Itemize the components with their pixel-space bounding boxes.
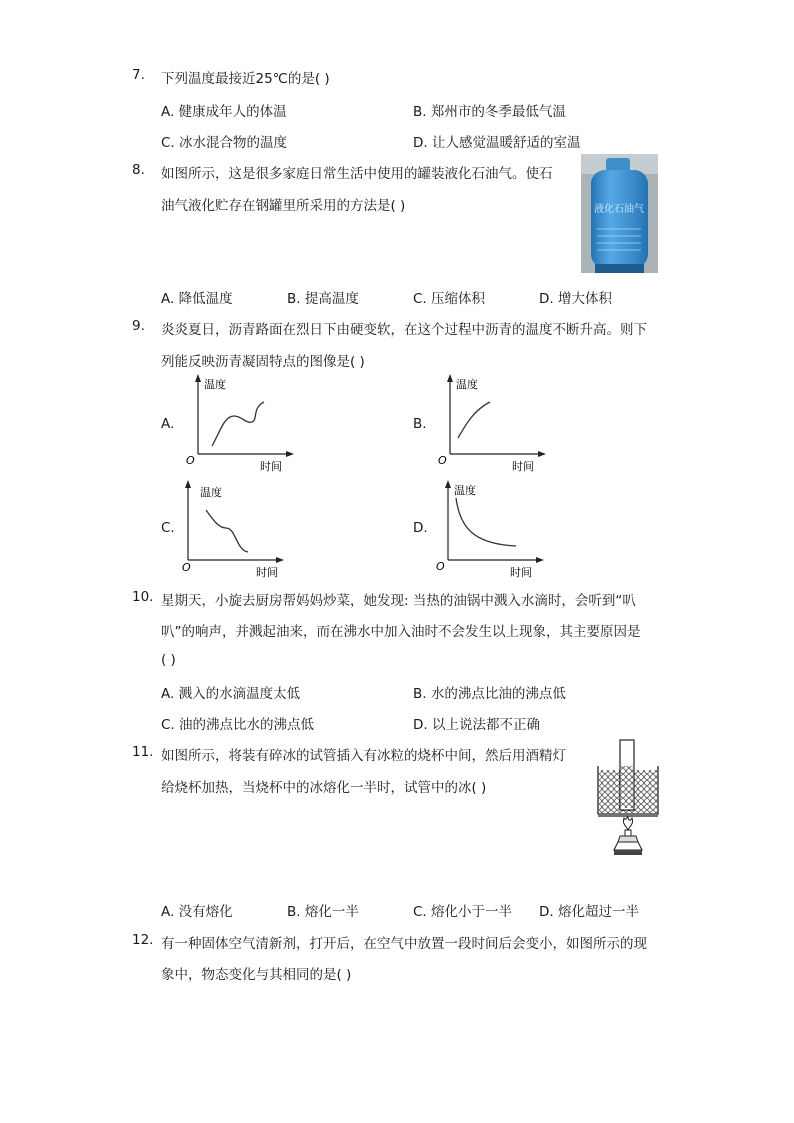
- graph-b: [432, 372, 552, 474]
- graph-c-origin: O: [182, 561, 191, 574]
- question-7-option-d: D. 让人感觉温暖舒适的室温: [413, 135, 581, 151]
- question-10-stem-line-3: ( ): [161, 652, 176, 668]
- graph-d-ylabel: 温度: [454, 484, 476, 497]
- question-9-number: 9.: [132, 318, 145, 334]
- question-8-number: 8.: [132, 162, 145, 178]
- question-7-option-a: A. 健康成年人的体温: [161, 104, 287, 120]
- question-8-stem-line-2: 油气液化贮存在钢罐里所采用的方法是( ): [161, 198, 406, 214]
- question-7-option-b: B. 郑州市的冬季最低气温: [413, 104, 566, 120]
- question-8-option-d: D. 增大体积: [539, 291, 612, 307]
- graph-b-xlabel: 时间: [512, 460, 534, 473]
- graph-a-label: A.: [161, 416, 175, 432]
- question-11-stem-line-1: 如图所示，将装有碎冰的试管插入有冰粒的烧杯中间，然后用酒精灯: [161, 748, 566, 764]
- question-11-option-b: B. 熔化一半: [287, 904, 359, 920]
- graph-d: [430, 478, 550, 580]
- graph-c-ylabel: 温度: [200, 486, 222, 499]
- graph-a-origin: O: [186, 454, 195, 467]
- question-11-option-a: A. 没有熔化: [161, 904, 233, 920]
- question-12-number: 12.: [132, 932, 154, 948]
- question-9-stem-line-2: 列能反映沥青凝固特点的图像是( ): [161, 354, 365, 370]
- question-11-stem-line-2: 给烧杯加热，当烧杯中的冰熔化一半时，试管中的冰( ): [161, 780, 487, 796]
- graph-c-label: C.: [161, 520, 175, 536]
- graph-d-xlabel: 时间: [510, 566, 532, 579]
- graph-a-xlabel: 时间: [260, 460, 282, 473]
- question-7-number: 7.: [132, 67, 145, 83]
- question-12-stem-line-1: 有一种固体空气清新剂，打开后，在空气中放置一段时间后会变小，如图所示的现: [161, 936, 647, 952]
- beaker-test-tube-diagram: [596, 738, 660, 860]
- gas-cylinder-photo: [581, 154, 658, 273]
- question-8-stem-line-1: 如图所示，这是很多家庭日常生活中使用的罐装液化石油气。使石: [161, 166, 553, 182]
- question-9-stem-line-1: 炎炎夏日，沥青路面在烈日下由硬变软，在这个过程中沥青的温度不断升高。则下: [161, 322, 647, 338]
- graph-a: [180, 372, 300, 474]
- question-8-option-a: A. 降低温度: [161, 291, 233, 307]
- question-11-number: 11.: [132, 744, 154, 760]
- question-7-option-c: C. 冰水混合物的温度: [161, 135, 288, 151]
- graph-c: [170, 478, 290, 580]
- graph-d-origin: O: [436, 560, 445, 573]
- question-10-stem-line-1: 星期天，小旋去厨房帮妈妈炒菜，她发现: 当热的油锅中溅入水滴时，会听到“叭: [161, 593, 636, 609]
- graph-a-ylabel: 温度: [204, 378, 226, 391]
- graph-b-label: B.: [413, 416, 427, 432]
- question-8-option-b: B. 提高温度: [287, 291, 359, 307]
- question-10-number: 10.: [132, 589, 154, 605]
- cylinder-label-text: 液化石油气: [594, 204, 644, 215]
- question-12-stem-line-2: 象中，物态变化与其相同的是( ): [161, 967, 352, 983]
- graph-b-origin: O: [438, 454, 447, 467]
- question-11-option-d: D. 熔化超过一半: [539, 904, 639, 920]
- question-10-stem-line-2: 叭”的响声，并溅起油来，而在沸水中加入油时不会发生以上现象，其主要原因是: [161, 624, 641, 640]
- question-8-option-c: C. 压缩体积: [413, 291, 486, 307]
- question-10-option-a: A. 溅入的水滴温度太低: [161, 686, 301, 702]
- question-10-option-c: C. 油的沸点比水的沸点低: [161, 717, 315, 733]
- question-7-stem: 下列温度最接近25℃的是( ): [161, 71, 330, 87]
- graph-d-label: D.: [413, 520, 428, 536]
- question-11-option-c: C. 熔化小于一半: [413, 904, 513, 920]
- question-10-option-b: B. 水的沸点比油的沸点低: [413, 686, 566, 702]
- question-10-option-d: D. 以上说法都不正确: [413, 717, 540, 733]
- graph-c-xlabel: 时间: [256, 566, 278, 579]
- graph-b-ylabel: 温度: [456, 378, 478, 391]
